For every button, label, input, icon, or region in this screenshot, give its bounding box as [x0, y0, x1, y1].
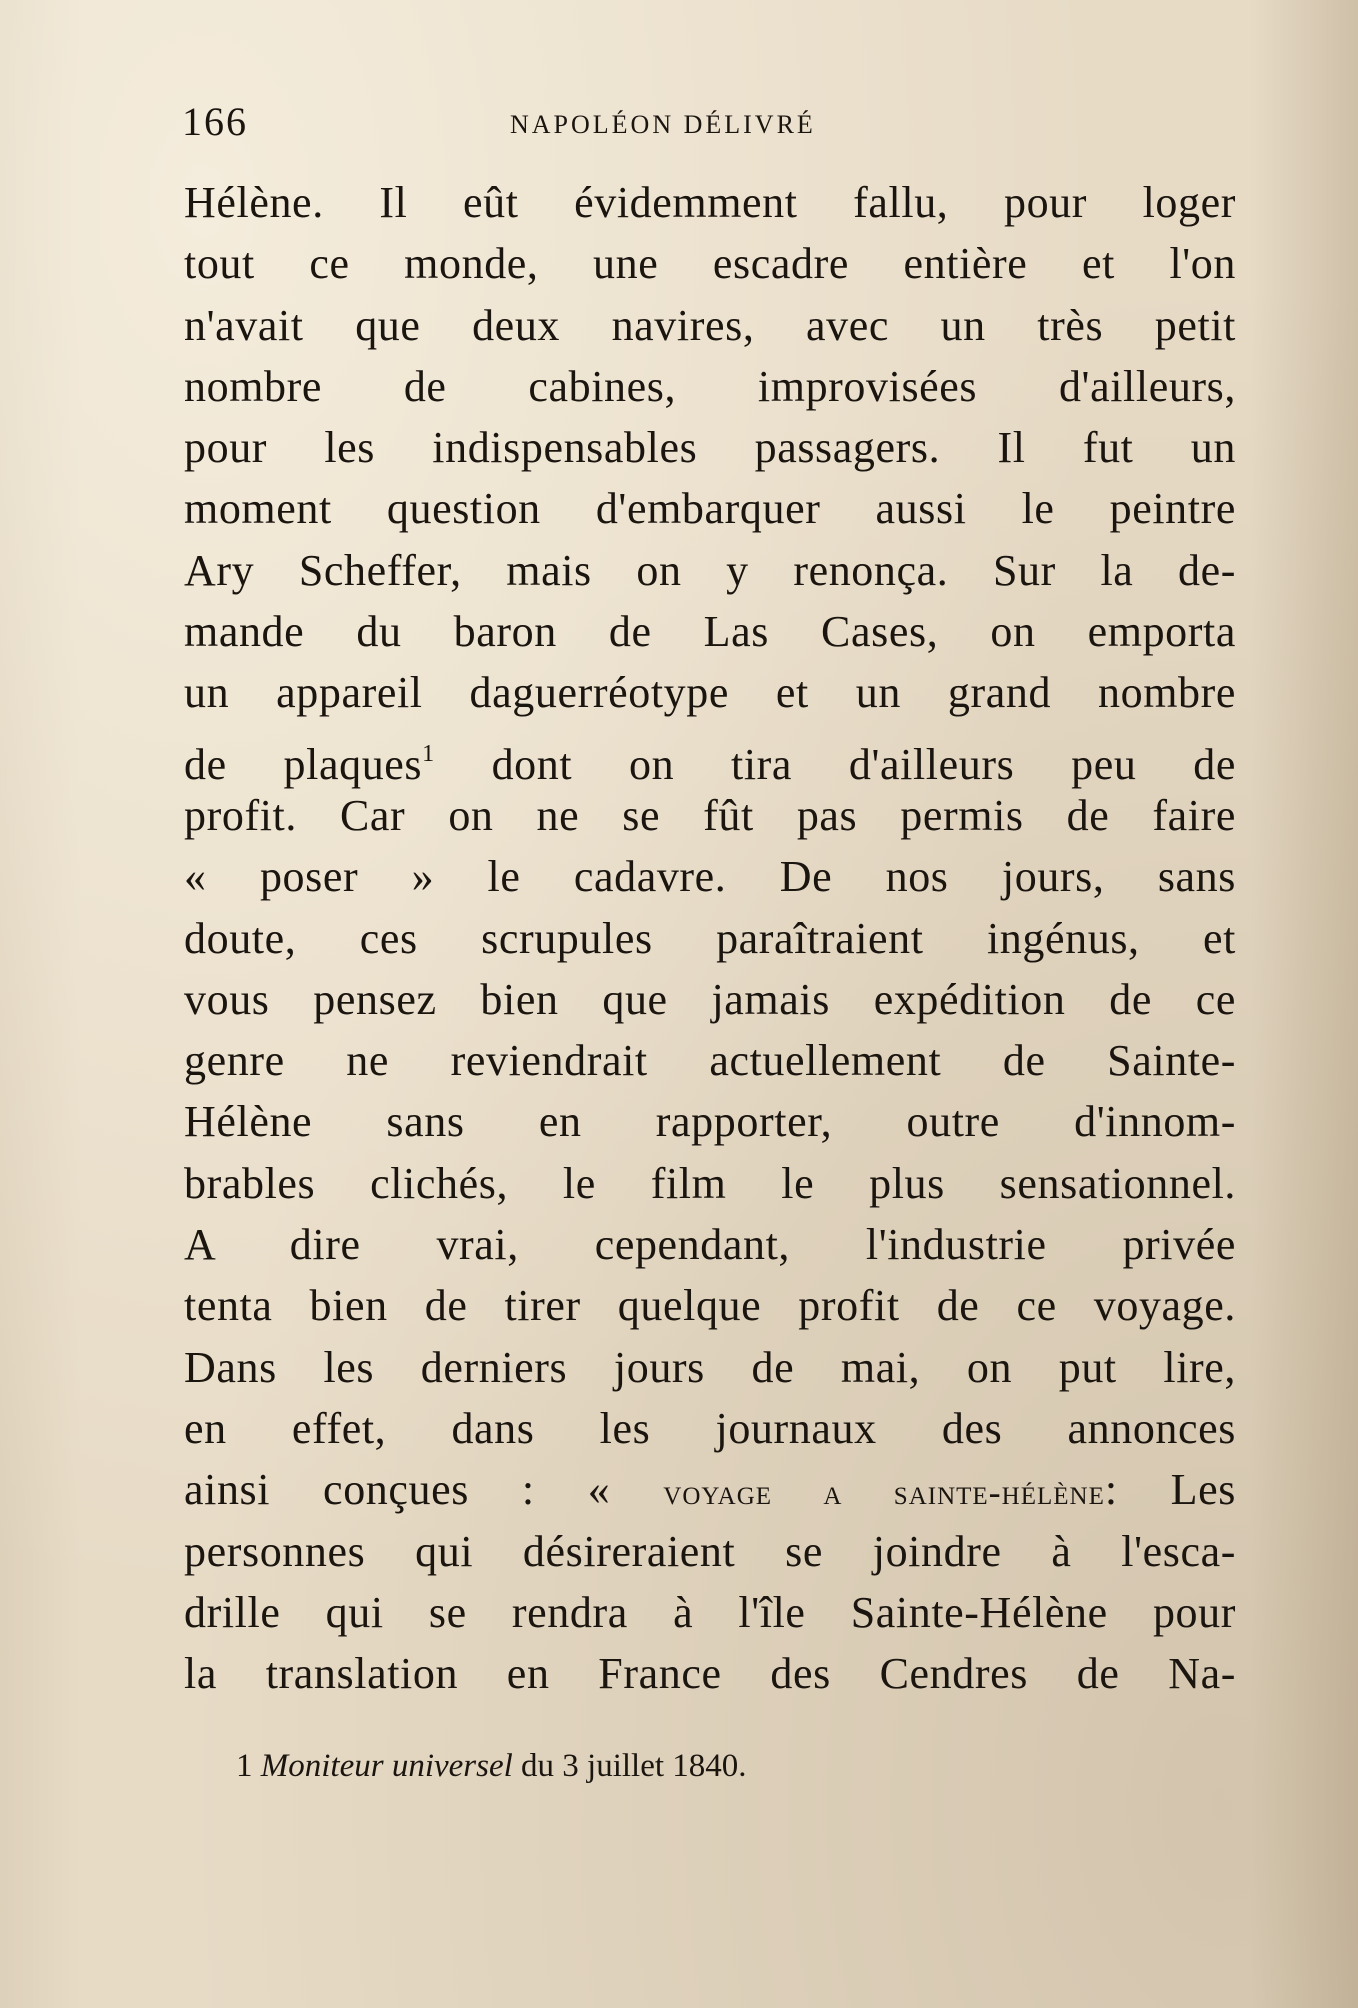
text-line: n'avait que deux navires, avec un très petit	[184, 300, 1236, 350]
running-title: NAPOLÉON DÉLIVRÉ	[510, 110, 816, 139]
footnote	[236, 1748, 747, 1785]
text-line: en effet, dans les journaux des annonces	[184, 1403, 1236, 1453]
small-caps-text: voyage a sainte-hélène	[663, 1472, 1105, 1513]
text-line: doute, ces scrupules paraîtraient ingénus, et	[184, 913, 1236, 963]
text-line: A dire vrai, cependant, l'industrie privée	[184, 1220, 1236, 1270]
text-line: nombre de cabines, improvisées d'ailleurs,	[184, 361, 1236, 411]
body-text	[184, 172, 1236, 1704]
text-line: genre ne reviendrait actuellement de Sainte-	[184, 1036, 1236, 1086]
footnote-text: du 3 juillet 1840.	[521, 1748, 747, 1784]
footnote-source-title: Moniteur universel	[260, 1748, 513, 1784]
text-line: drille qui se rendra à l'île Sainte-Hélène pour	[184, 1587, 1236, 1637]
text-fragment: de plaques	[184, 739, 423, 789]
text-line: tout ce monde, une escadre entière et l'on	[184, 239, 1236, 289]
text-line: Hélène sans en rapporter, outre d'innom-	[184, 1097, 1236, 1147]
text-line: Ary Scheffer, mais on y renonça. Sur la de-	[184, 545, 1236, 595]
text-fragment: dont on tira d'ailleurs peu de	[434, 739, 1237, 789]
text-line: brables clichés, le film le plus sensationnel.	[184, 1158, 1236, 1208]
text-line: personnes qui désireraient se joindre à l'esca-	[184, 1526, 1236, 1576]
text-line: mande du baron de Las Cases, on emporta	[184, 607, 1236, 657]
text-line: tenta bien de tirer quelque profit de ce voyage.	[184, 1281, 1236, 1331]
text-line: moment question d'embarquer aussi le peintre	[184, 484, 1236, 534]
text-line: profit. Car on ne se fût pas permis de faire	[184, 790, 1236, 840]
text-line: un appareil daguerréotype et un grand nombre	[184, 668, 1236, 718]
text-fragment: ainsi conçues : «	[184, 1465, 664, 1515]
running-head	[182, 98, 1242, 154]
text-line-with-caps	[184, 1459, 1236, 1520]
page-number: 166	[182, 99, 248, 144]
text-line: la translation en France des Cendres de Na-	[184, 1649, 1236, 1699]
text-line: « poser » le cadavre. De nos jours, sans	[184, 852, 1236, 902]
footnote-marker: 1	[236, 1748, 253, 1784]
text-fragment: : Les	[1104, 1465, 1236, 1515]
text-line: Dans les derniers jours de mai, on put lire,	[184, 1342, 1236, 1392]
text-line: vous pensez bien que jamais expédition de ce	[184, 974, 1236, 1024]
text-line: pour les indispensables passagers. Il fut un	[184, 423, 1236, 473]
text-line-with-note	[184, 724, 1237, 789]
text-line: Hélène. Il eût évidemment fallu, pour loger	[184, 178, 1236, 227]
footnote-reference: 1	[422, 740, 435, 767]
